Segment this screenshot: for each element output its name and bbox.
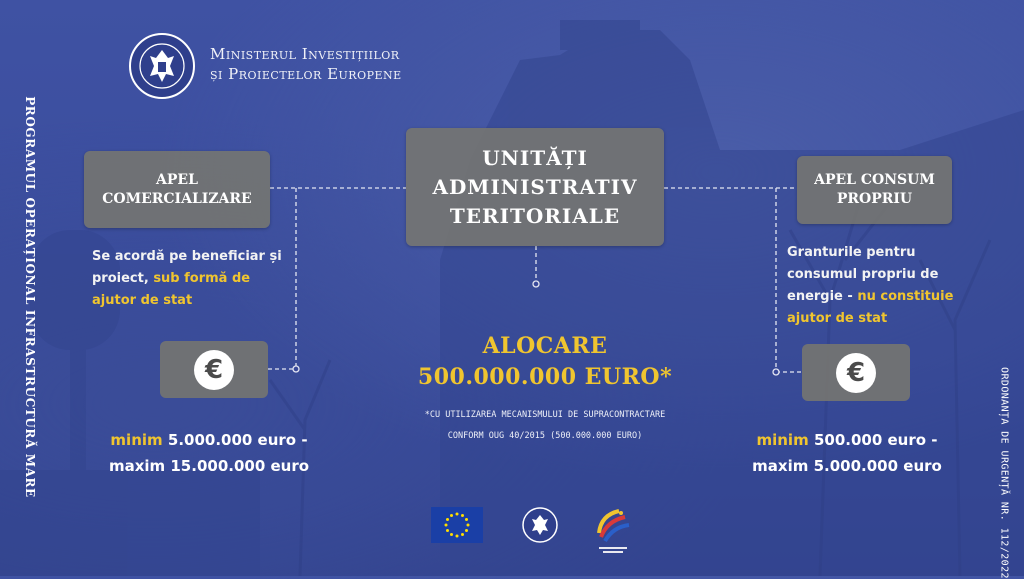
range-min-label: minim	[756, 431, 809, 449]
allocation-title	[380, 331, 710, 393]
allocation-footnote	[390, 405, 700, 447]
eu-flag-icon	[431, 507, 483, 543]
self-consumption-description: Granturile pentru consumul propriu de energie - nu constituie ajutor de stat	[787, 245, 954, 326]
range-min-value: 500.000 euro -	[808, 431, 938, 449]
pnrr-logo-icon	[591, 503, 635, 557]
call-commercialization-title-line1: APEL	[156, 171, 198, 188]
euro-box-left	[160, 341, 268, 398]
ministry-name	[210, 44, 402, 84]
commercialization-description-highlight: sub formă de ajutor de stat	[92, 271, 251, 308]
uat-title-line3: TERITORIALE	[449, 203, 621, 228]
program-vertical-label: PROGRAMUL OPERAȚIONAL INFRASTRUCTURĂ MARE	[23, 96, 37, 498]
range-min-label: minim	[110, 431, 163, 449]
ordinance-vertical-label: ORDONANȚA DE URGENȚĂ NR. 112/2022	[998, 367, 1010, 579]
euro-box-right	[802, 344, 910, 401]
commercialization-amount-range	[94, 427, 324, 479]
ministry-name-line1: Ministerul Investițiilor	[210, 45, 400, 63]
call-self-consumption-title-line2: PROPRIU	[836, 191, 913, 207]
allocation-amount: 500.000.000 EURO*	[417, 364, 673, 390]
self-consumption-description-highlight: nu constituie ajutor de stat	[787, 289, 954, 326]
allocation-footnote-line2: CONFORM OUG 40/2015 (500.000.000 EURO)	[447, 431, 643, 441]
range-min-value: 5.000.000 euro -	[162, 431, 308, 449]
call-self-consumption-title-line1: APEL CONSUM	[814, 172, 935, 188]
government-seal-icon	[128, 32, 196, 100]
call-commercialization-title-line2: COMERCIALIZARE	[102, 190, 252, 207]
uat-title-line1: UNITĂȚI	[482, 145, 588, 170]
uat-title-box	[406, 128, 664, 246]
uat-title-line2: ADMINISTRATIV	[432, 174, 638, 199]
range-max-value: maxim 5.000.000 euro	[752, 457, 942, 475]
call-self-consumption-box	[797, 156, 952, 224]
commercialization-description: Se acordă pe beneficiar și proiect, sub formă de ajutor de stat	[92, 249, 282, 308]
range-max-value: maxim 15.000.000 euro	[108, 457, 310, 475]
ministry-name-line2: și Proiectelor Europene	[210, 65, 402, 83]
call-commercialization-box	[84, 151, 270, 228]
euro-icon: €	[194, 350, 234, 390]
self-consumption-amount-range	[742, 427, 952, 479]
allocation-label: ALOCARE	[482, 333, 608, 359]
allocation-footnote-line1: *CU UTILIZAREA MECANISMULUI DE SUPRACONTRACTARE	[424, 410, 666, 420]
government-seal-icon	[521, 506, 559, 544]
euro-icon: €	[836, 353, 876, 393]
